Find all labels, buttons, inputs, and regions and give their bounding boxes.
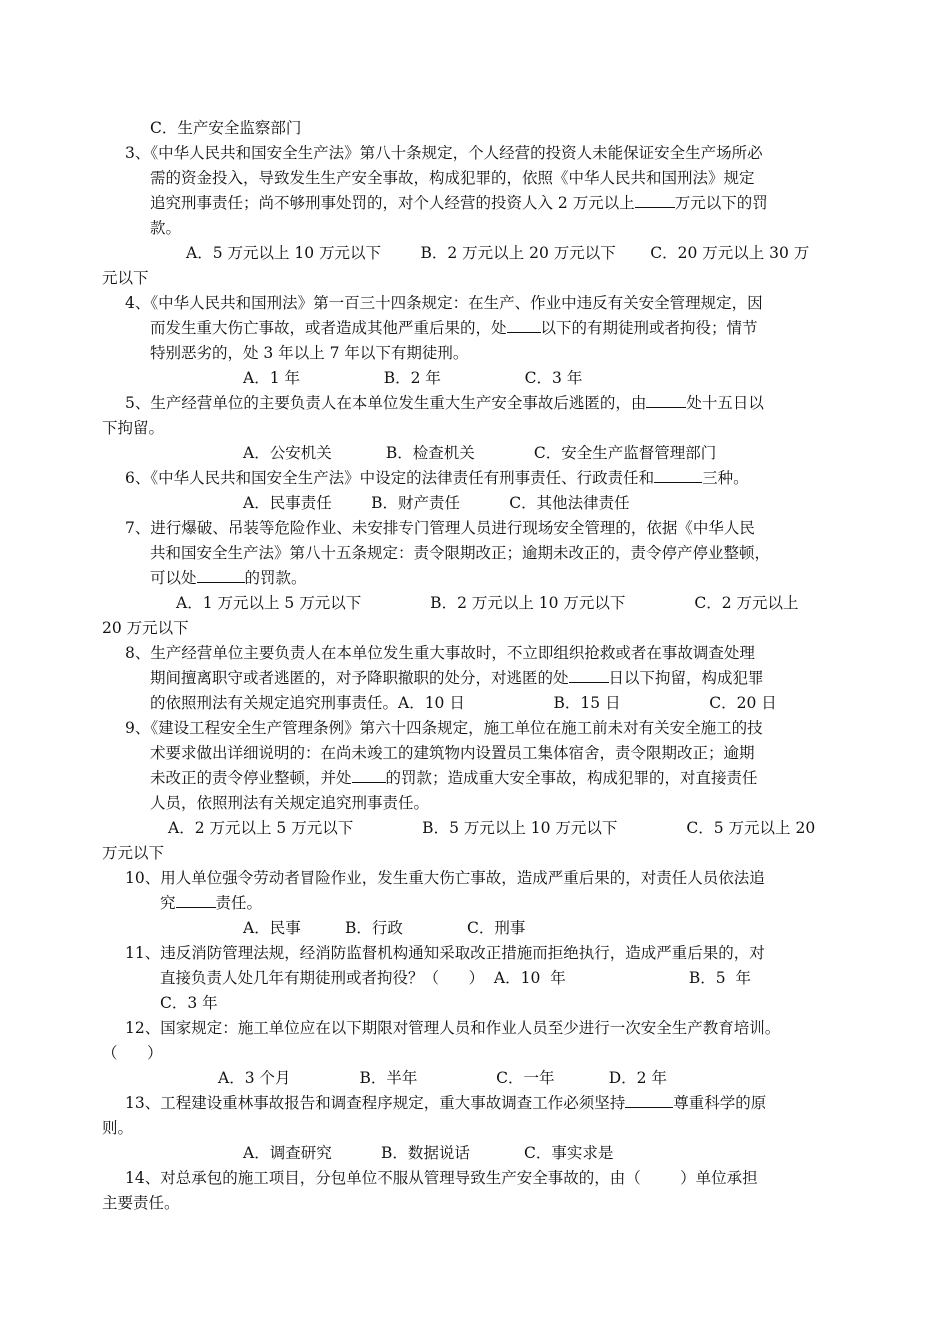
q6-options: A．民事责任 B．财产责任 C．其他法律责任: [243, 494, 630, 512]
q5-line-1: 5、生产经营单位的主要负责人在本单位发生重大生产安全事故后逃匿的，由 处十五日以: [125, 391, 764, 416]
q7-line-2: 共和国安全生产法》第八十五条规定：责令限期改正；逾期未改正的，责令停产停业整顿，: [150, 544, 771, 562]
q4-line-2: 而发生重大伤亡事故，或者造成其他严重后果的，处 以下的有期徒刑或者拘役；情节: [150, 316, 758, 341]
q7-line-1: 7、进行爆破、吊装等危险作业、未安排专门管理人员进行现场安全管理的，依据《中华人民: [125, 519, 755, 537]
answer-blank: [569, 666, 609, 683]
q12-line-1: 12、国家规定：施工单位应在以下期限对管理人员和作业人员至少进行一次安全生产教育培训。: [125, 1019, 781, 1037]
q3-line-2: 需的资金投入，导致发生生产安全事故，构成犯罪的，依照《中华人民共和国刑法》规定: [150, 169, 755, 187]
q12-line-2: （ ）: [102, 1044, 163, 1062]
q6-line-1: 6、《中华人民共和国安全生产法》中设定的法律责任有刑事责任、行政责任和 三种。: [125, 466, 749, 491]
q5-line-2: 下拘留。: [102, 419, 165, 437]
answer-blank: [646, 391, 686, 408]
q11-line-2: 直接负责人处几年有期徒刑或者拘役？（ ） A．10 年 B．5 年: [160, 969, 751, 987]
q8-line-1: 8、生产经营单位主要负责人在本单位发生重大事故时，不立即组织抢救或者在事故调查处理: [125, 644, 755, 662]
q4-line-1: 4、《中华人民共和国刑法》第一百三十四条规定：在生产、作业中违反有关安全管理规定，因: [125, 294, 763, 312]
q9-line-2: 术要求做出详细说明的：在尚未竣工的建筑物内设置员工集体宿舍，责令限期改正；逾期: [150, 744, 755, 762]
q9-line-3: 未改正的责令停业整顿，并处 的罚款；造成重大安全事故，构成犯罪的，对直接责任: [150, 766, 758, 791]
q7-line-3: 可以处 的罚款。: [150, 566, 307, 591]
q9-line-4: 人员，依照刑法有关规定追究刑事责任。: [150, 794, 430, 812]
q3-options-cont: 元以下: [102, 269, 149, 287]
q10-line-2: 究 责任。: [160, 891, 262, 916]
q9-options-cont: 万元以下: [102, 844, 165, 862]
answer-blank: [635, 191, 675, 208]
q7-options: A．1 万元以上 5 万元以下 B．2 万元以上 10 万元以下 C．2 万元以上: [176, 594, 799, 612]
q13-line-1: 13、工程建设重林事故报告和调查程序规定，重大事故调查工作必须坚持 尊重科学的原: [125, 1091, 766, 1116]
q3-line-4: 款。: [150, 219, 182, 237]
q14-line-1: 14、对总承包的施工项目，分包单位不服从管理导致生产安全事故的，由（ ）单位承担: [125, 1169, 758, 1187]
q8-line-3: 的依照刑法有关规定追究刑事责任。A．10 日 B．15 日 C．20 日: [150, 694, 777, 712]
q3-options: A．5 万元以上 10 万元以下 B．2 万元以上 20 万元以下 C．20 万元以上 30 万: [186, 244, 810, 262]
q2-option-c: C．生产安全监察部门: [150, 119, 302, 137]
answer-blank: [625, 1091, 673, 1108]
q11-line-1: 11、违反消防管理法规，经消防监督机构通知采取改正措施而拒绝执行，造成严重后果的，对: [125, 944, 765, 962]
q5-options: A．公安机关 B．检查机关 C．安全生产监督管理部门: [243, 444, 717, 462]
answer-blank: [654, 466, 702, 483]
q4-options: A．1 年 B．2 年 C．3 年: [243, 369, 583, 387]
q13-line-2: 则。: [102, 1119, 134, 1137]
q10-line-1: 10、用人单位强令劳动者冒险作业，发生重大伤亡事故，造成严重后果的，对责任人员依法追: [125, 869, 765, 887]
q8-line-2: 期间擅离职守或者逃匿的，对予降职撤职的处分，对逃匿的处 日以下拘留，构成犯罪: [150, 666, 764, 691]
answer-blank: [507, 316, 541, 333]
q11-line-3: C．3 年: [160, 994, 218, 1012]
q10-options: A．民事 B．行政 C．刑事: [243, 919, 526, 937]
answer-blank: [352, 766, 386, 783]
q9-line-1: 9、《建设工程安全生产管理条例》第六十四条规定，施工单位在施工前未对有关安全施工的技: [125, 719, 763, 737]
q3-line-3: 追究刑事责任；尚不够刑事处罚的，对个人经营的投资人入 2 万元以上 万元以下的罚: [150, 191, 768, 216]
q9-options: A．2 万元以上 5 万元以下 B．5 万元以上 10 万元以下 C．5 万元以上 20: [168, 819, 816, 837]
q13-options: A．调查研究 B．数据说话 C．事实求是: [243, 1144, 614, 1162]
q12-options: A．3 个月 B．半年 C．一年 D．2 年: [218, 1069, 667, 1087]
answer-blank: [197, 566, 245, 583]
q7-options-cont: 20 万元以下: [102, 619, 189, 637]
q14-line-2: 主要责任。: [102, 1194, 180, 1212]
q3-line-1: 3、《中华人民共和国安全生产法》第八十条规定，个人经营的投资人未能保证安全生产场所必: [125, 144, 763, 162]
q4-line-3: 特别恶劣的，处 3 年以上 7 年以下有期徒刑。: [150, 344, 469, 362]
answer-blank: [176, 891, 216, 908]
